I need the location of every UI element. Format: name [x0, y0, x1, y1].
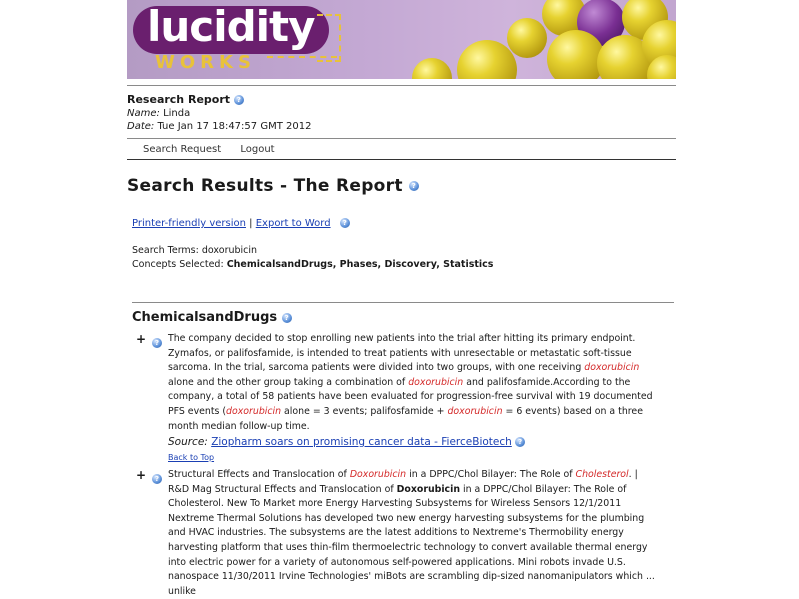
report-name-line — [127, 108, 190, 119]
decorative-sphere — [507, 18, 547, 58]
printer-friendly-link[interactable]: Printer-friendly version — [132, 218, 246, 229]
report-info-title — [127, 93, 244, 106]
search-terms — [132, 245, 257, 256]
snippet-text: and palifosfamide.According to the company, a total of 58 patients have been evaluated for progression-free survival with 19 documented PFS events ( — [168, 376, 653, 417]
source-line — [168, 435, 658, 450]
nav-logout[interactable]: Logout — [240, 144, 275, 155]
source-label: Source: — [168, 436, 208, 449]
back-to-top-link[interactable]: Back to Top — [168, 452, 215, 462]
concepts-selected — [132, 259, 493, 270]
page-title-text: Search Results - The Report — [127, 176, 403, 196]
page-title — [127, 176, 419, 196]
divider — [127, 159, 676, 160]
action-separator: | — [249, 218, 253, 229]
snippet-text: in a DPPC/Chol Bilayer: The Role of — [406, 469, 576, 480]
section-title: ChemicalsandDrugs — [132, 310, 278, 325]
concepts-label: Concepts Selected: — [132, 259, 224, 270]
divider — [132, 302, 674, 303]
report-date-line — [127, 121, 311, 132]
divider — [127, 85, 676, 86]
help-icon[interactable]: ? — [340, 218, 350, 228]
section-heading — [132, 310, 292, 325]
name-label: Name: — [127, 108, 160, 119]
nav-search-request[interactable]: Search Request — [143, 144, 222, 155]
highlight-term: Cholesterol — [575, 469, 629, 480]
info-icon[interactable]: ? — [152, 474, 162, 484]
highlight-term: doxorubicin — [584, 362, 640, 374]
report-actions — [132, 218, 350, 229]
snippet-text: in a DPPC/Chol Bilayer: The Role of Cholesterol. New To Market more Energy Harvesting Subsystems for Wireless Sensors 12/1/2011 Nextreme Thermal Solutions has developed two new energy harvesting subsystems for the plumbing and HVAC industries. The subsystems are the latest additions to Nextreme's Thermobility energy harvesting platform that uses thin-film thermoelectric technology to convert available thermal energy into electric power for a variety of autonomous self-powered applications. Mini robots invade U.S. nanospace 11/30/2011 Irvine Technologies' miBots are scrambling dip-sized nanomanipulators which ... unlike — [168, 483, 655, 597]
snippet-text: Structural Effects and Translocation of — [168, 469, 350, 480]
divider — [127, 138, 676, 139]
date-value: Tue Jan 17 18:47:57 GMT 2012 — [157, 121, 312, 132]
help-icon[interactable]: ? — [409, 181, 419, 191]
help-icon[interactable]: ? — [515, 437, 525, 447]
snippet-text: = 6 events) based on a three month median follow-up time. — [168, 405, 643, 432]
snippet-text: alone and the other group taking a combination of — [168, 376, 409, 388]
result-snippet — [168, 468, 658, 599]
highlight-term: doxorubicin — [408, 376, 464, 388]
report-title: Research Report — [127, 93, 231, 106]
result-snippet — [168, 332, 658, 465]
export-to-word-link[interactable]: Export to Word — [255, 218, 331, 229]
snippet-text: . | R&D Mag Structural Effects and Translocation of — [168, 469, 638, 495]
top-nav — [143, 144, 291, 155]
highlight-term: Doxorubicin — [349, 469, 407, 480]
snippet-text: The company decided to stop enrolling new patients into the trial after hitting its primary endpoint. Zymafos, or palifosfamide, is intended to treat patients with unresectable or metastatic soft-tissue sarcoma. In the trial, sarcoma patients were divided into two groups, with one receiving — [168, 333, 636, 374]
logo-decoration — [267, 56, 337, 58]
date-label: Date: — [127, 121, 155, 132]
decorative-sphere — [412, 58, 452, 79]
highlight-term: doxorubicin — [447, 405, 503, 417]
source-link[interactable]: Ziopharm soars on promising cancer data - FierceBiotech — [211, 436, 512, 449]
header-banner — [127, 0, 676, 79]
logo-decoration — [317, 14, 341, 62]
expand-icon[interactable]: + — [136, 468, 147, 482]
decorative-sphere — [547, 30, 605, 79]
highlight-term: doxorubicin — [226, 405, 282, 417]
expand-icon[interactable]: + — [136, 332, 147, 346]
logo-subtitle: WORKS — [155, 52, 256, 73]
name-value: Linda — [163, 108, 191, 119]
snippet-text: alone = 3 events; palifosfamide + — [281, 405, 448, 417]
bold-term: Doxorubicin — [396, 483, 460, 495]
concepts-value: ChemicalsandDrugs, Phases, Discovery, Statistics — [226, 259, 494, 270]
logo-wordmark: lucidity — [147, 2, 315, 51]
search-terms-label: Search Terms: — [132, 245, 199, 256]
info-icon[interactable]: ? — [152, 338, 162, 348]
help-icon[interactable]: ? — [234, 95, 244, 105]
help-icon[interactable]: ? — [282, 313, 292, 323]
search-terms-value: doxorubicin — [201, 245, 258, 256]
